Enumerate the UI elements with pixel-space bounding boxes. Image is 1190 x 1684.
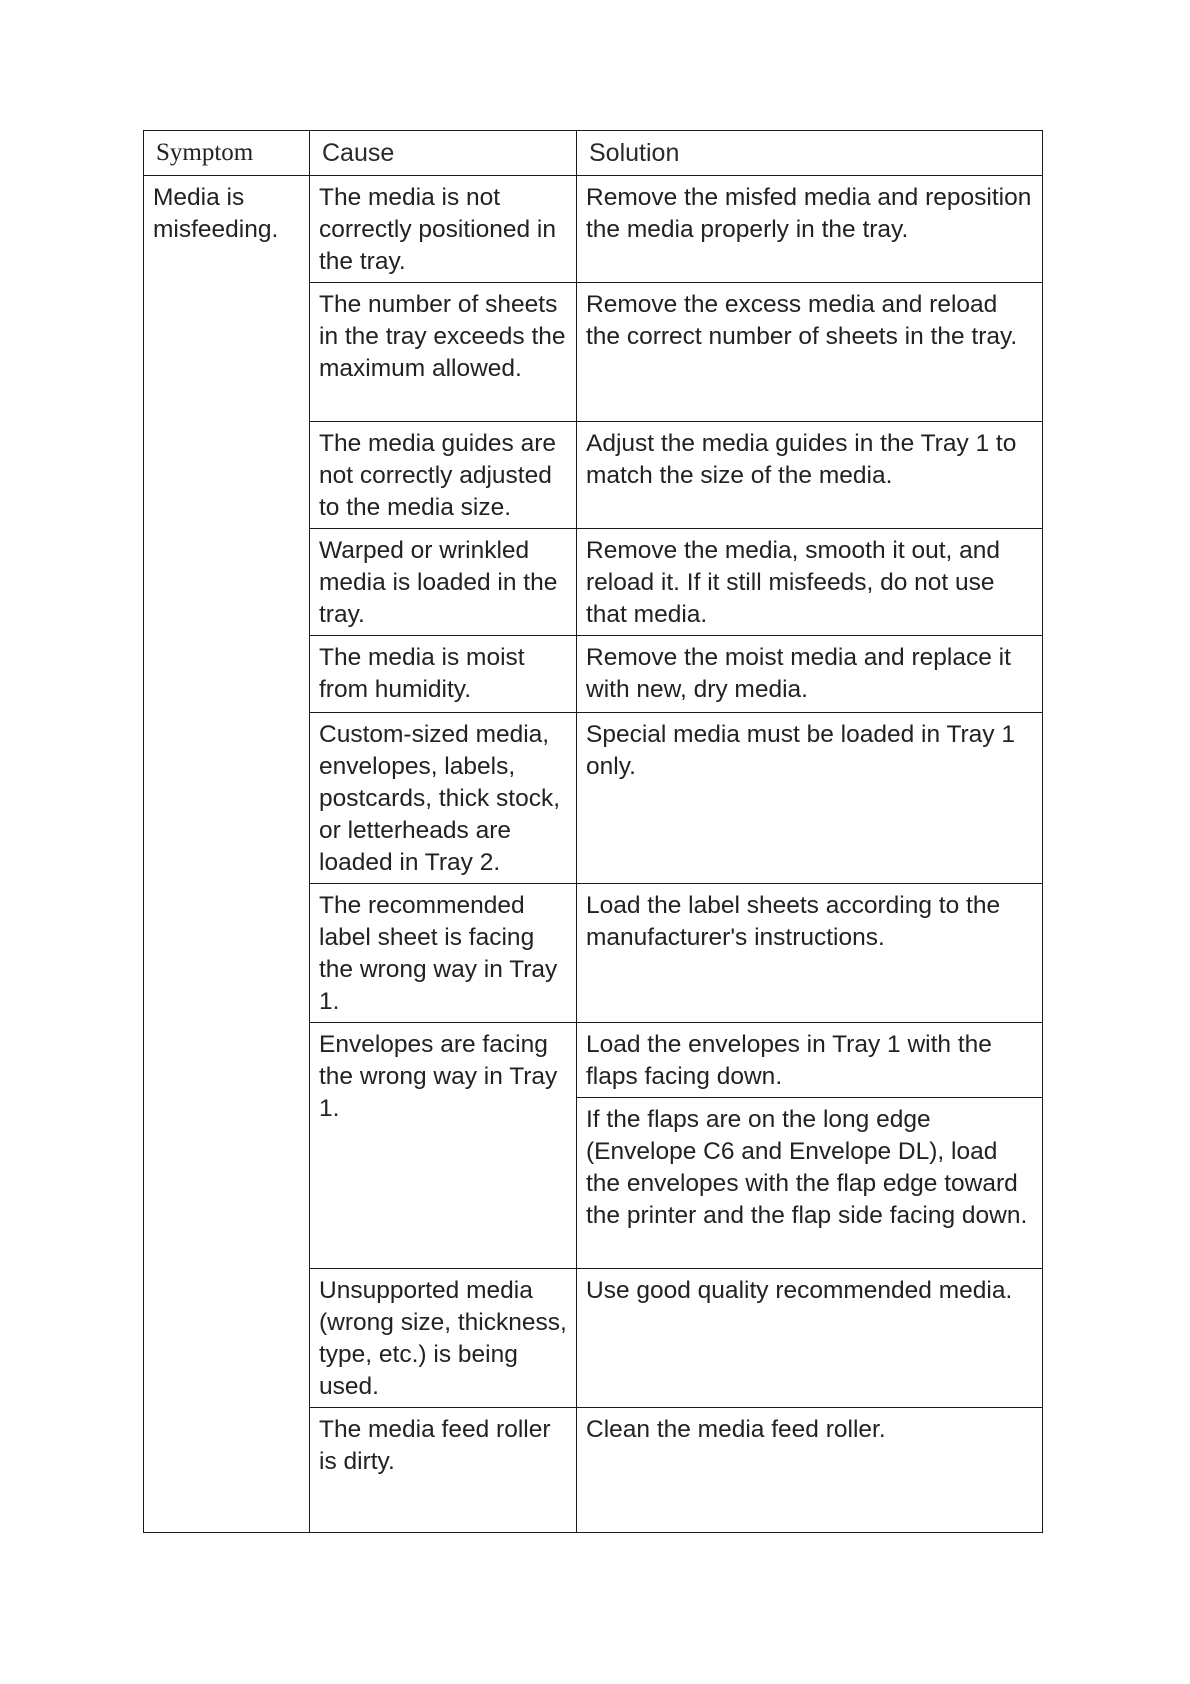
cause-cell: The media is moist from humidity. [310,636,577,713]
solution-cell: Load the label sheets according to the manufacturer's instructions. [577,884,1043,1023]
solution-cell: Clean the media feed roller. [577,1408,1043,1533]
solution-cell: Special media must be loaded in Tray 1 only. [577,713,1043,884]
cause-cell: The media feed roller is dirty. [310,1408,577,1533]
header-row [144,131,1043,176]
troubleshooting-table [143,130,1043,1533]
cause-cell: The media guides are not correctly adjusted to the media size. [310,422,577,529]
cause-cell: The media is not correctly positioned in the tray. [310,176,577,283]
cause-header: Cause [310,131,577,176]
solution-cell: Load the envelopes in Tray 1 with the flaps facing down. [577,1023,1043,1098]
solution-cell: Remove the media, smooth it out, and reload it. If it still misfeeds, do not use that media. [577,529,1043,636]
cause-cell: The number of sheets in the tray exceeds the maximum allowed. [310,283,577,422]
solution-cell: Remove the misfed media and reposition the media properly in the tray. [577,176,1043,283]
symptom-header: Symptom [144,131,310,176]
solution-cell: Adjust the media guides in the Tray 1 to match the size of the media. [577,422,1043,529]
table-row [144,176,1043,283]
solution-cell: If the flaps are on the long edge (Envelope C6 and Envelope DL), load the envelopes with the flap edge toward the printer and the flap side facing down. [577,1098,1043,1269]
solution-cell: Remove the excess media and reload the correct number of sheets in the tray. [577,283,1043,422]
cause-cell: Warped or wrinkled media is loaded in the tray. [310,529,577,636]
solution-header: Solution [577,131,1043,176]
cause-cell: Custom-sized media, envelopes, labels, postcards, thick stock, or letterheads are loaded in Tray 2. [310,713,577,884]
cause-cell: Envelopes are facing the wrong way in Tray 1. [310,1023,577,1269]
solution-cell: Remove the moist media and replace it with new, dry media. [577,636,1043,713]
cause-cell: The recommended label sheet is facing the wrong way in Tray 1. [310,884,577,1023]
cause-cell: Unsupported media (wrong size, thickness, type, etc.) is being used. [310,1269,577,1408]
symptom-cell: Media is misfeeding. [144,176,310,1533]
solution-cell: Use good quality recommended media. [577,1269,1043,1408]
